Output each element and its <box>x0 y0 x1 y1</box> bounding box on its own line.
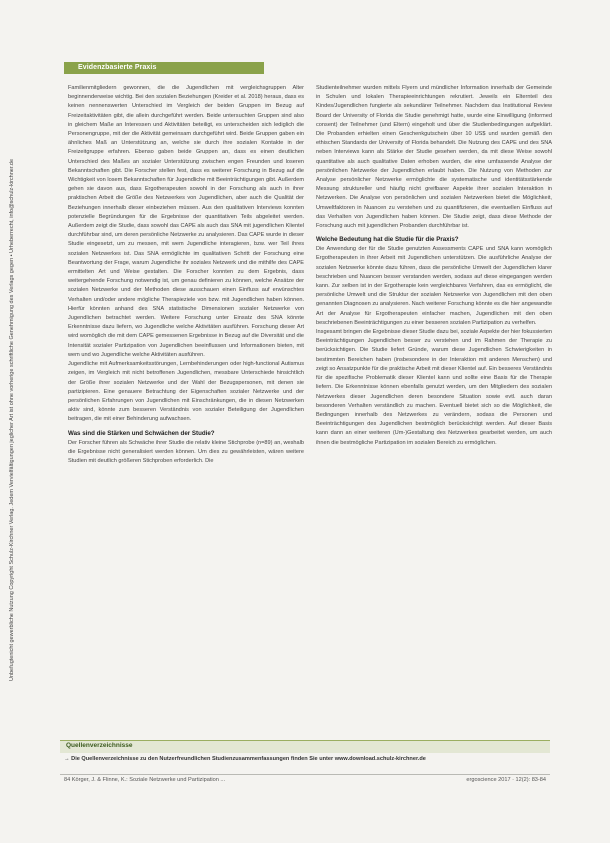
references-title-bar <box>60 740 550 753</box>
left-column <box>68 84 304 466</box>
left-paragraph-1: Familienmitgliedern gewonnen, die die Jugendlichen mit vergleichsgruppen Alter beginnenderweise wichtig. Bei den sozialen Beziehungen (Kreider et al. 2018) heraus, dass es keinen nennenswerten Unterschied im Vergleich der beiden Gruppen im Bezug auf Freizeitaktivitäten gibt, die allein durchgeführt werden. Beide untersuchten Gruppen sind also in gleichem Maße an Interessen und Aktivitäten beteiligt, es unterscheiden sich lediglich die Personengruppe, mit der die Aktivität gemeinsam durchgeführt wird. Beide Gruppen gaben ein ähnliches Maß an Unterstützung an, welche sie durch ihre sozialen Kontakte in der Freizeitgruppe erfahren. Ebenso gaben beide Gruppen an, dass es einen deutlichen Unterschied des Maßes an sozialer Unterstützung zwischen engen Freunden und loseren Bekanntschaften gibt. Die Forscher stellen fest, dass es weiterer Forschung in Bezug auf die Wichtigkeit von losem Bekanntschaften für Jugendliche mit Beeinträchtigungen gibt. Außerdem gehen sie davon aus, dass Ergotherapeuten sowohl in der Forschung als auch in ihrer praktischen Arbeit die Größe des Netzwerkes von Jugendlichen, aber auch die Qualität der Beziehungen innerhalb dieser einbeziehen müssen. Aus den qualitativen Interviews konnten potenzielle Begründungen für die Ergebnisse der quantitativen Teils abgeleitet werden. Außerdem zeigt die Studie, dass sowohl das CAPE als auch das SNA mit jugendlichen Klientel durchführbar sind, um deren persönliche Netzwerke zu analysieren. Das CAPE wurde in dieser Studie eingesetzt, um zu messen, mit wem Jugendliche interagieren, bzw. wer Teil ihres sozialen Netzwerkes ist. Das SNA ermöglichte im qualitativen Schritt der Forschung eine Beantwortung der Frage, warum Jugendliche ihr soziales Netzwerk und die mithilfe des CAPE ermittelten Art und Weise gestalten. Die Forscher konnten zu dem Ergebnis, dass weitergehende Forschung notwendig ist, um genau definieren zu können, welche Ansätze der sozialen Netzwerke und der Methoden diese ausschauen einen Einfluss auf erwünschtes Verhalten und/oder andere mögliche Therapieziele von bzw. mit Jugendlichen haben können. Hierfür könnten anhand des SNA statistische Dimensionen sozialer Netzwerke von Jugendlichen betrachtet werden. Weitere Forschung unter Einsatz des SNA könnte Erkenntnisse dazu liefern, wo Jugendliche welche Aktivitäten ausführen. Forschung dieser Art wird womöglich die mit dem CAPE gemessenen Ergebnisse in Bezug auf die Diversität und die Intensität sozialer Partizipation von Jugendlichen beeinflussen und Informationen bieten, mit wem und wo Jugendliche welche Aktivitäten ausführen. <box>68 85 304 358</box>
practice-heading: Welche Bedeutung hat die Studie für die Praxis? <box>316 236 459 244</box>
practice-paragraph-1: Die Anwendung der für die Studie genutzten Assessments CAPE und SNA kann womöglich Ergotherapeuten in ihrer Arbeit mit Jugendlichen unterstützen. Die ausführliche Analyse der sozialen Netzwerke könnte dazu führen, dass die persönliche Umwelt der Jugendlichen klarer beschrieben und Nuancen besser verstanden werden, sodass auf diese eingegangen werden kann. Zur selben ist in der Ergotherapie kein vergleichbares Verfahren, das es ermöglicht, die persönliche Umwelt und die Struktur der sozialen Netzwerke von Jugendlichen mit den oben genannten Diagnosen zu analysieren. Nach weiterer Forschung könnte es die hier angewandte Art der Analyse für Ergotherapeuten einfacher machen, Jugendlichen mit den oben beschriebenen Beeinträchtigungen zu einer besseren sozialen Partizipation zu verhelfen. <box>316 246 552 326</box>
copyright-sidebar: Unbefugtenicht gewerbliche Nutzung Copyright Schulz-Kirchner Verlag. Jedem Vervielfältigungen jeglicher Art ist ohne vorherige schriftliche Genehmigung des Verlags gegen • Urheberrecht, info@schulz-kirchner.de <box>9 158 15 682</box>
references-link-text[interactable]: → Die Quellenverzeichnisse zu den Nutzerfreundlichen Studienzusammenfassungen finden Sie unter www.download.schulz-kirchner.de <box>64 756 426 762</box>
strengths-paragraph: Der Forscher führen als Schwäche ihrer Studie die relativ kleine Stichprobe (n=89) an, weshalb die Ergebnisse nicht generalisiert werden können. Um dies zu gewährleisten, wären weitere Studien mit deutlich größeren Stichproben erforderlich. Die <box>68 439 304 464</box>
right-column <box>316 84 552 448</box>
footer-divider <box>60 774 550 775</box>
practice-paragraph-2: Insgesamt bringen die Ergebnisse dieser Studie dazu bei, soziale Aspekte der hier fokussierten Beeinträchtigungen Jugendlichen besser zu verstehen und im Rahmen der Therapie zu berücksichtigen. Die Studie liefert Gründe, warum diese Jugendlichen Schwierigkeiten in bestimmten Bereichen haben (insbesondere in der Interaktion mit anderen Menschen) und zeigt so Ansatzpunkte für die praktische Arbeit mit dieser Klientel auf. Ein besseres Verständnis für die spezifische Problematik dieser Klientel kann und sollte eine Basis für die Therapie liefern. Die Erkenntnisse können ebenfalls genutzt werden, um den Mitgliedern des sozialen Netzwerkes dieser Jugendlichen deren besondere Situation sowie evtl. auch daran besonderen Verhalten verständlich zu machen. Eventuell bietet sich so die Möglichkeit, die Bedingungen innerhalb des Netzwerkes zu verändern, sodass die Personen und Beeinträchtigungen des Jugendlichen bestmöglich berücksichtigt werden. Auf dieser Basis kann dann an einer weiteren (Um-)Gestaltung des Netzwerkes gearbeitet werden, um auch ihnen die bestmögliche Partizipation im sozialen Bereich zu ermöglichen. <box>316 329 552 446</box>
strengths-heading: Was sind die Stärken und Schwächen der Studie? <box>68 429 215 437</box>
section-label: Evidenzbasierte Praxis <box>78 64 157 71</box>
references-title: Quellenverzeichnisse <box>66 742 133 749</box>
right-paragraph-1: Studienteilnehmer wurden mittels Flyern und mündlicher Information innerhalb der Gemeinde in Schulen und lokalen Therapieeinrichtungen rekrutiert. Jeweils ein Elternteil des Kindes/Jugendlichen fungierte als sekundärer Teilnehmer. Nachdem das Institutional Review Board der University of Florida die Studie genehmigt hatte, wurde eine Einwilligung (informed consent) der Teilnehmer (und Eltern) eingeholt und über die Studienbedingungen aufgeklärt. Die Probanden erhielten einen Geschenkgutschein über 10 US$ und wurden gemäß den ethischen Standards der University of Florida behandelt. Die Nutzung des CAPE und des SNA neben Interviews kann als Stärke der Studie gesehen werden, da mit diese Weise sowohl quantitative als auch qualitative Daten erhoben wurden, die eine umfassende Analyse der persönlichen Netzwerke der Jugendlichen erlaubt haben. Die Nutzung von Methoden zur Analyse persönlicher Netzwerke ermöglichte die systematische und identitätsstärkende Messung struktureller und häufig nicht greifbarer Aspekte ihrer sozialen Interaktion in Netzwerken. Die Analyse von persönlichen und sozialen Netzwerken bietet die Möglichkeit, Umweltfaktoren in Nuancen zu verstehen und zu quantifizieren, die eventuellen Einfluss auf das Verhalten von Jugendlichen haben können. Die Studie zeigt, dass diese Methode der Forschung auch mit jugendlichen Probanden durchführbar ist. <box>316 85 552 230</box>
left-paragraph-2: Jugendliche mit Aufmerksamkeitsstörungen, Lernbehinderungen oder high-functional Autismus zeigen, im Vergleich mit nicht betroffenen Jugendlichen, messbare Unterschiede hinsichtlich der Größe ihrer sozialen Netzwerke und der Wahl der Bezugspersonen, mit denen sie partizipieren. Eine genauere Betrachtung der Eigenschaften sozialer Netzwerke und der persönlichen Erfahrungen von Jugendlichen mit Einschränkungen, die in diesen Netzwerken aktiv sind, könnte zum besseren Verständnis von sozialer Beteiligung der Jugendlichen beitragen, die mit einer Behinderung aufwachsen. <box>68 361 304 423</box>
footer-citation: 84 Körger, J. & Flinne, K.: Soziale Netzwerke und Partizipation ... <box>64 777 226 783</box>
footer-journal-info: ergoscience 2017 · 12(2): 83-84 <box>466 777 546 783</box>
